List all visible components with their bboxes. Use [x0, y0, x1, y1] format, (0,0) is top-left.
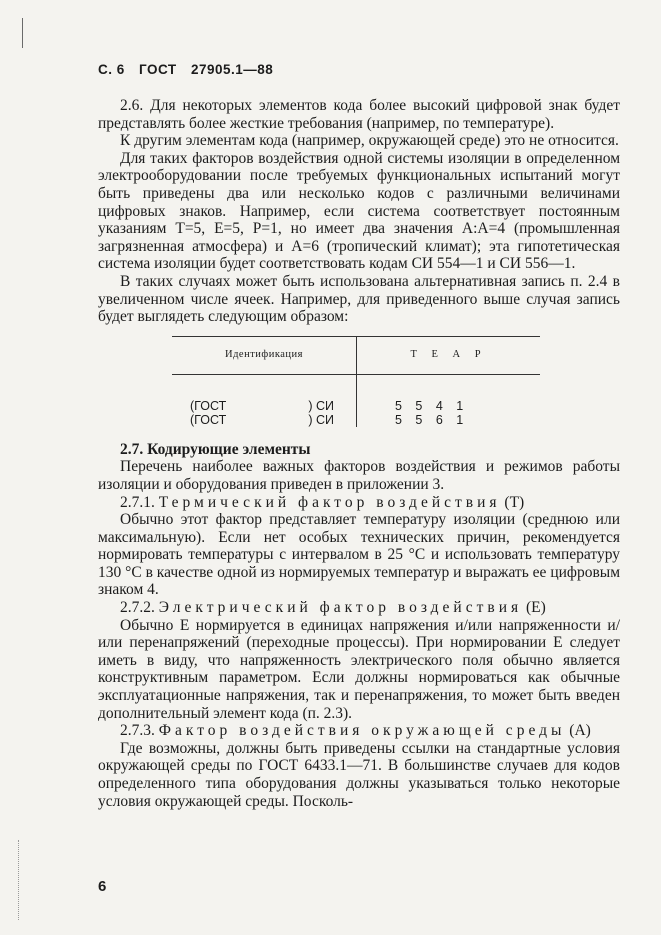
subsection-title: Электрический фактор воздействия	[158, 599, 523, 617]
paragraph-factors: Для таких факторов воздействия одной системы изоляции в определенном электрооборудовании после требуемых функциональных испытаний могут быть приведены два или несколько кодов с различными величинами цифровых знаков. Например, если система соответствует постоянным указаниям T=5, E=5, P=1, но имеет два значения A:A=4 (промышленная загрязненная атмосфера) и A=6 (тропический климат); эта гипотетическая система изоляции будет соответствовать кодам СИ 554—1 и СИ 556—1.	[98, 149, 620, 273]
gost-cell	[172, 413, 357, 427]
subsection-symbol: (А)	[569, 722, 591, 740]
scan-edge-mark	[22, 18, 23, 48]
subsection-number: 2.7.1.	[120, 493, 155, 511]
page-content	[98, 62, 620, 810]
tear-header: Т Е А Р	[357, 336, 541, 374]
subsection-2-7-2-heading	[98, 599, 620, 617]
subsection-2-7-1-heading	[98, 494, 620, 512]
table-row	[172, 413, 540, 427]
ci-label: ) СИ	[308, 412, 334, 427]
standard-number: 27905.1—88	[190, 62, 274, 77]
subsection-title: Термический фактор воздействия	[158, 493, 501, 511]
code-cell: 5 5 4 1	[395, 398, 469, 413]
paragraph-alternative-record: В таких случаях может быть использована альтернативная запись п. 2.4 в увеличенном числе ячеек. Например, для приведенного выше случая запись будет выглядеть следующим образом:	[98, 272, 620, 326]
subsection-2-7-3-heading	[98, 722, 620, 740]
gost-label: (ГОСТ	[190, 412, 227, 427]
subsection-number: 2.7.2.	[120, 599, 155, 617]
subsection-symbol: (Е)	[526, 599, 546, 617]
code-cell: 5 5 6 1	[395, 412, 469, 427]
page-header	[98, 62, 620, 77]
subsection-2-7-1-text: Обычно этот фактор представляет температуру изоляции (среднюю или максимальную). Если нет особых технических причин, рекомендуется нормировать температуры с интервалом в 25 °C и использовать температуру 130 °C в качестве одной из нормируемых температур и выражать ее цифровым знаком 4.	[98, 511, 620, 599]
subsection-symbol: (Т)	[504, 493, 525, 511]
ci-label: ) СИ	[308, 398, 334, 413]
subsection-title: Фактор воздействия окружающей среды	[158, 722, 566, 740]
standard-prefix: ГОСТ	[139, 62, 177, 77]
subsection-2-7-2-text: Обычно Е нормируется в единицах напряжения и/или напряженности и/или перенапряжений (переходные процессы). При нормировании Е следует иметь в виду, что напряженность электрического поля обычно является конструктивным параметром. Если должны нормироваться как обычные эксплуатационные напряжения, так и перенапряжения, то может быть введен дополнительный элемент кода (п. 2.3).	[98, 616, 620, 722]
gost-label: (ГОСТ	[190, 398, 227, 413]
identification-header: Идентификация	[172, 336, 357, 374]
subsection-2-7-3-text: Где возможны, должны быть приведены ссылки на стандартные условия окружающей среды по ГОСТ 6433.1—71. В большинстве случаев для кодов определенного типа оборудования должны указываться только некоторые условия окружающей среды. Посколь-	[98, 739, 620, 810]
section-2-7-intro: Перечень наиболее важных факторов воздействия и режимов работы изоляции и оборудования приведен в приложении 3.	[98, 458, 620, 493]
paragraph-other-elements: К другим элементам кода (например, окружающей среде) это не относится.	[120, 132, 619, 150]
subsection-number: 2.7.3.	[120, 722, 155, 740]
paragraph-2-6: 2.6. Для некоторых элементов кода более высокий цифровой знак будет представлять более жесткие требования (например, по температуре).	[98, 97, 620, 132]
section-2-7-heading: 2.7. Кодирующие элементы	[120, 440, 311, 458]
scan-edge-mark-bottom	[18, 840, 20, 920]
gost-cell	[172, 374, 357, 413]
table-row	[172, 374, 540, 413]
identification-table	[172, 336, 540, 427]
page-label: С. 6	[98, 62, 125, 77]
page-number: 6	[98, 878, 107, 895]
